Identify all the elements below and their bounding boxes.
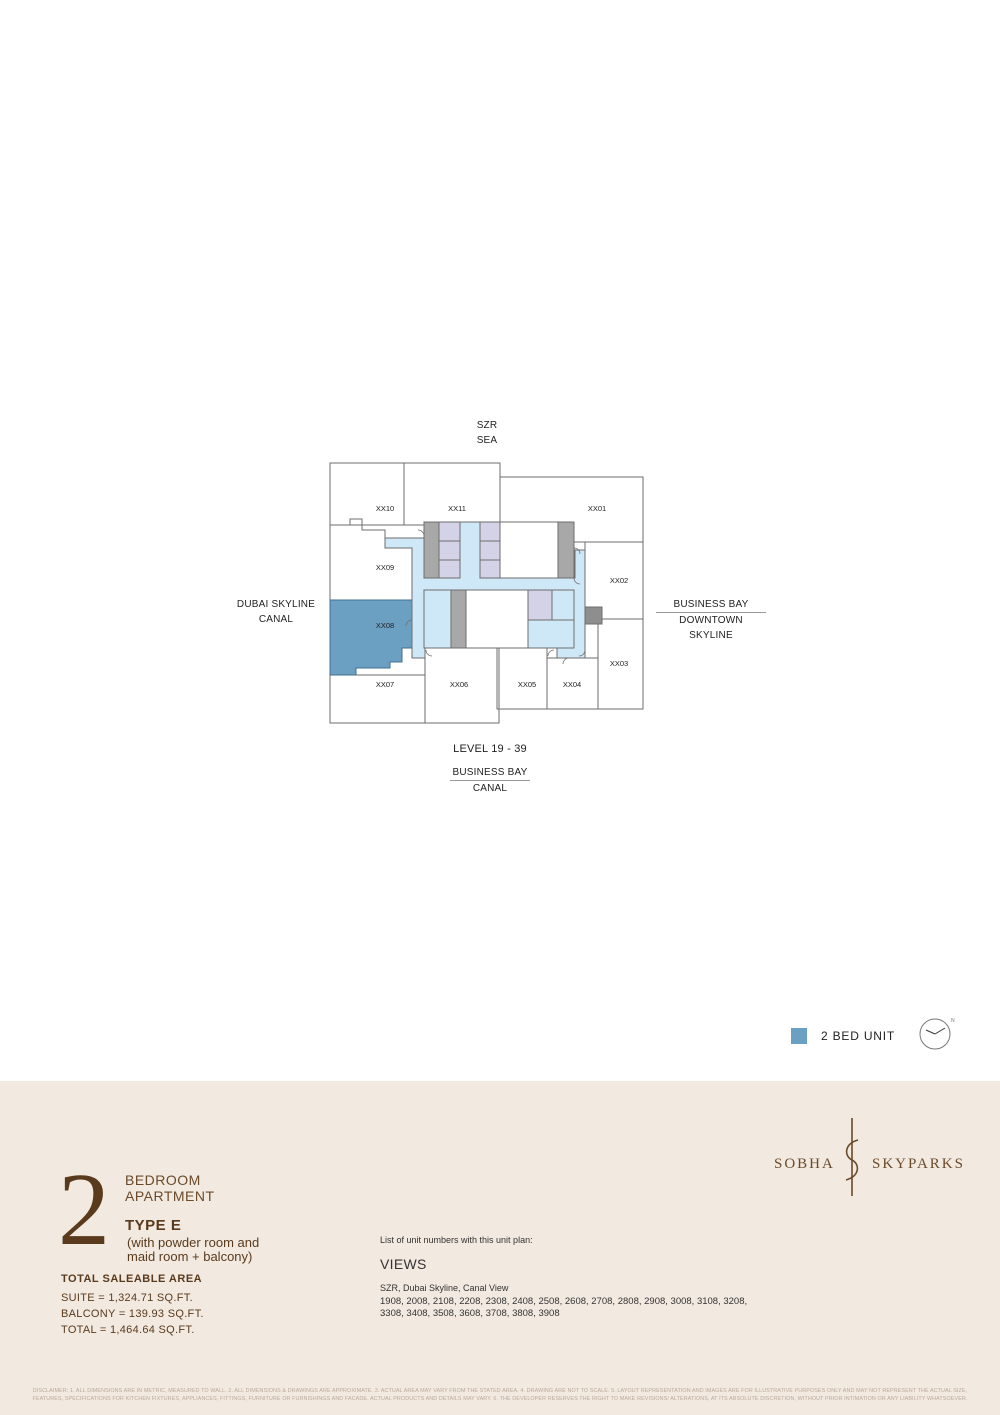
shaft-c <box>480 522 500 578</box>
lift-shaft-e <box>451 590 466 648</box>
area-title: TOTAL SALEABLE AREA <box>61 1273 203 1285</box>
direction-top-line1: SZR <box>476 420 498 431</box>
level-label: LEVEL 19 - 39 <box>453 743 527 755</box>
legend-swatch <box>791 1028 807 1044</box>
lift-shaft-d <box>558 522 574 578</box>
views-title: VIEWS <box>380 1256 427 1272</box>
unit-xx10-shape <box>330 463 404 525</box>
unit-label-xx01: XX01 <box>587 504 607 513</box>
core-left-box <box>424 590 451 648</box>
unit-xx05-shape <box>497 648 547 709</box>
direction-right-line1: BUSINESS BAY <box>673 599 749 610</box>
legend-label: 2 BED UNIT <box>821 1029 896 1043</box>
shaft-f <box>528 590 552 620</box>
brand-left: SOBHA <box>774 1156 835 1172</box>
direction-left-line2: CANAL <box>258 614 294 625</box>
unit-xx11-shape <box>404 463 500 525</box>
unit-type-note: (with powder room and maid room + balcony) <box>127 1235 260 1264</box>
unit-type: TYPE E <box>125 1217 182 1234</box>
unit-xx09-shape <box>330 519 412 600</box>
area-total: TOTAL = 1,464.64 SQ.FT. <box>61 1324 195 1336</box>
unit-list-label: List of unit numbers with this unit plan: <box>380 1235 533 1245</box>
shaft-b <box>439 522 460 578</box>
bedroom-label: BEDROOM APARTMENT <box>125 1172 215 1204</box>
core-right-box <box>552 590 574 620</box>
direction-left-line1: DUBAI SKYLINE <box>236 599 316 610</box>
unit-label-xx10: XX10 <box>375 504 395 513</box>
disclaimer: DISCLAIMER: 1. ALL DIMENSIONS ARE IN METRIC, MEASURED TO WALL. 2. ALL DIMENSIONS & DRAWINGS ARE APPROXIMATE. 3. ACTUAL AREA MAY VARY FROM THE STATED AREA. 4. DRAWING ARE NOT TO SCALE. 5. LAYOUT REPRESENTATION AND IMAGES ARE FOR ILLUSTRATIVE PURPOSES ONLY AND MAY NOT REPRESENT THE ACTUAL SIZE, FEATURES, SPECIFICATIONS FOR KITCHEN FIXTURES, APPLIANCES, FITTINGS, FURNITURE OR FURNISHINGS AND FACADE. ACTUAL PRODUCTS AND DETAILS MAY VARY. 6. THE DEVELOPER RESERVES THE RIGHT TO MAKE REVISIONS/ ALTERATIONS, AT ITS ABSOLUTE DISCRETION, WITHOUT PRIOR INTIMATION OR ANY LIABILITY WHATSOEVER. <box>32 1388 968 1402</box>
area-balcony: BALCONY = 139.93 SQ.FT. <box>61 1308 204 1320</box>
brand-logo-icon <box>840 1118 864 1198</box>
unit-label-xx07: XX07 <box>375 680 395 689</box>
compass-north-letter: N <box>951 1018 955 1024</box>
area-suite: SUITE = 1,324.71 SQ.FT. <box>61 1292 193 1304</box>
unit-label-xx06: XX06 <box>449 680 469 689</box>
unit-label-xx05: XX05 <box>517 680 537 689</box>
bedroom-count: 2 <box>58 1152 110 1267</box>
unit-label-xx11: XX11 <box>448 504 466 513</box>
unit-label-xx03: XX03 <box>609 659 629 668</box>
unit-label-xx02: XX02 <box>609 576 629 585</box>
direction-bottom-line2: CANAL <box>450 780 530 796</box>
views-value: SZR, Dubai Skyline, Canal View <box>380 1283 509 1293</box>
service-block <box>585 607 602 624</box>
unit-label-xx08: XX08 <box>375 621 395 630</box>
brand-right: SKYPARKS <box>872 1156 965 1172</box>
core-top-right <box>500 522 558 578</box>
legend <box>791 1028 895 1044</box>
core-center <box>466 590 528 648</box>
unit-numbers: 1908, 2008, 2108, 2208, 2308, 2408, 2508, 2608, 2708, 2808, 2908, 3008, 3108, 3208, 3308, 3408, 3508, 3608, 3708, 3808, 3908 <box>380 1296 748 1319</box>
unit-label-xx09: XX09 <box>375 563 395 572</box>
unit-label-xx04: XX04 <box>562 680 582 689</box>
unit-xx08-highlight <box>330 600 412 675</box>
direction-bottom-line1: BUSINESS BAY <box>452 767 528 778</box>
direction-top-line2: SEA <box>476 435 498 446</box>
direction-right-line2: DOWNTOWN SKYLINE <box>656 612 766 643</box>
compass-icon <box>914 1015 956 1053</box>
core-right-lower <box>528 620 574 648</box>
lift-shaft-a <box>424 522 439 578</box>
